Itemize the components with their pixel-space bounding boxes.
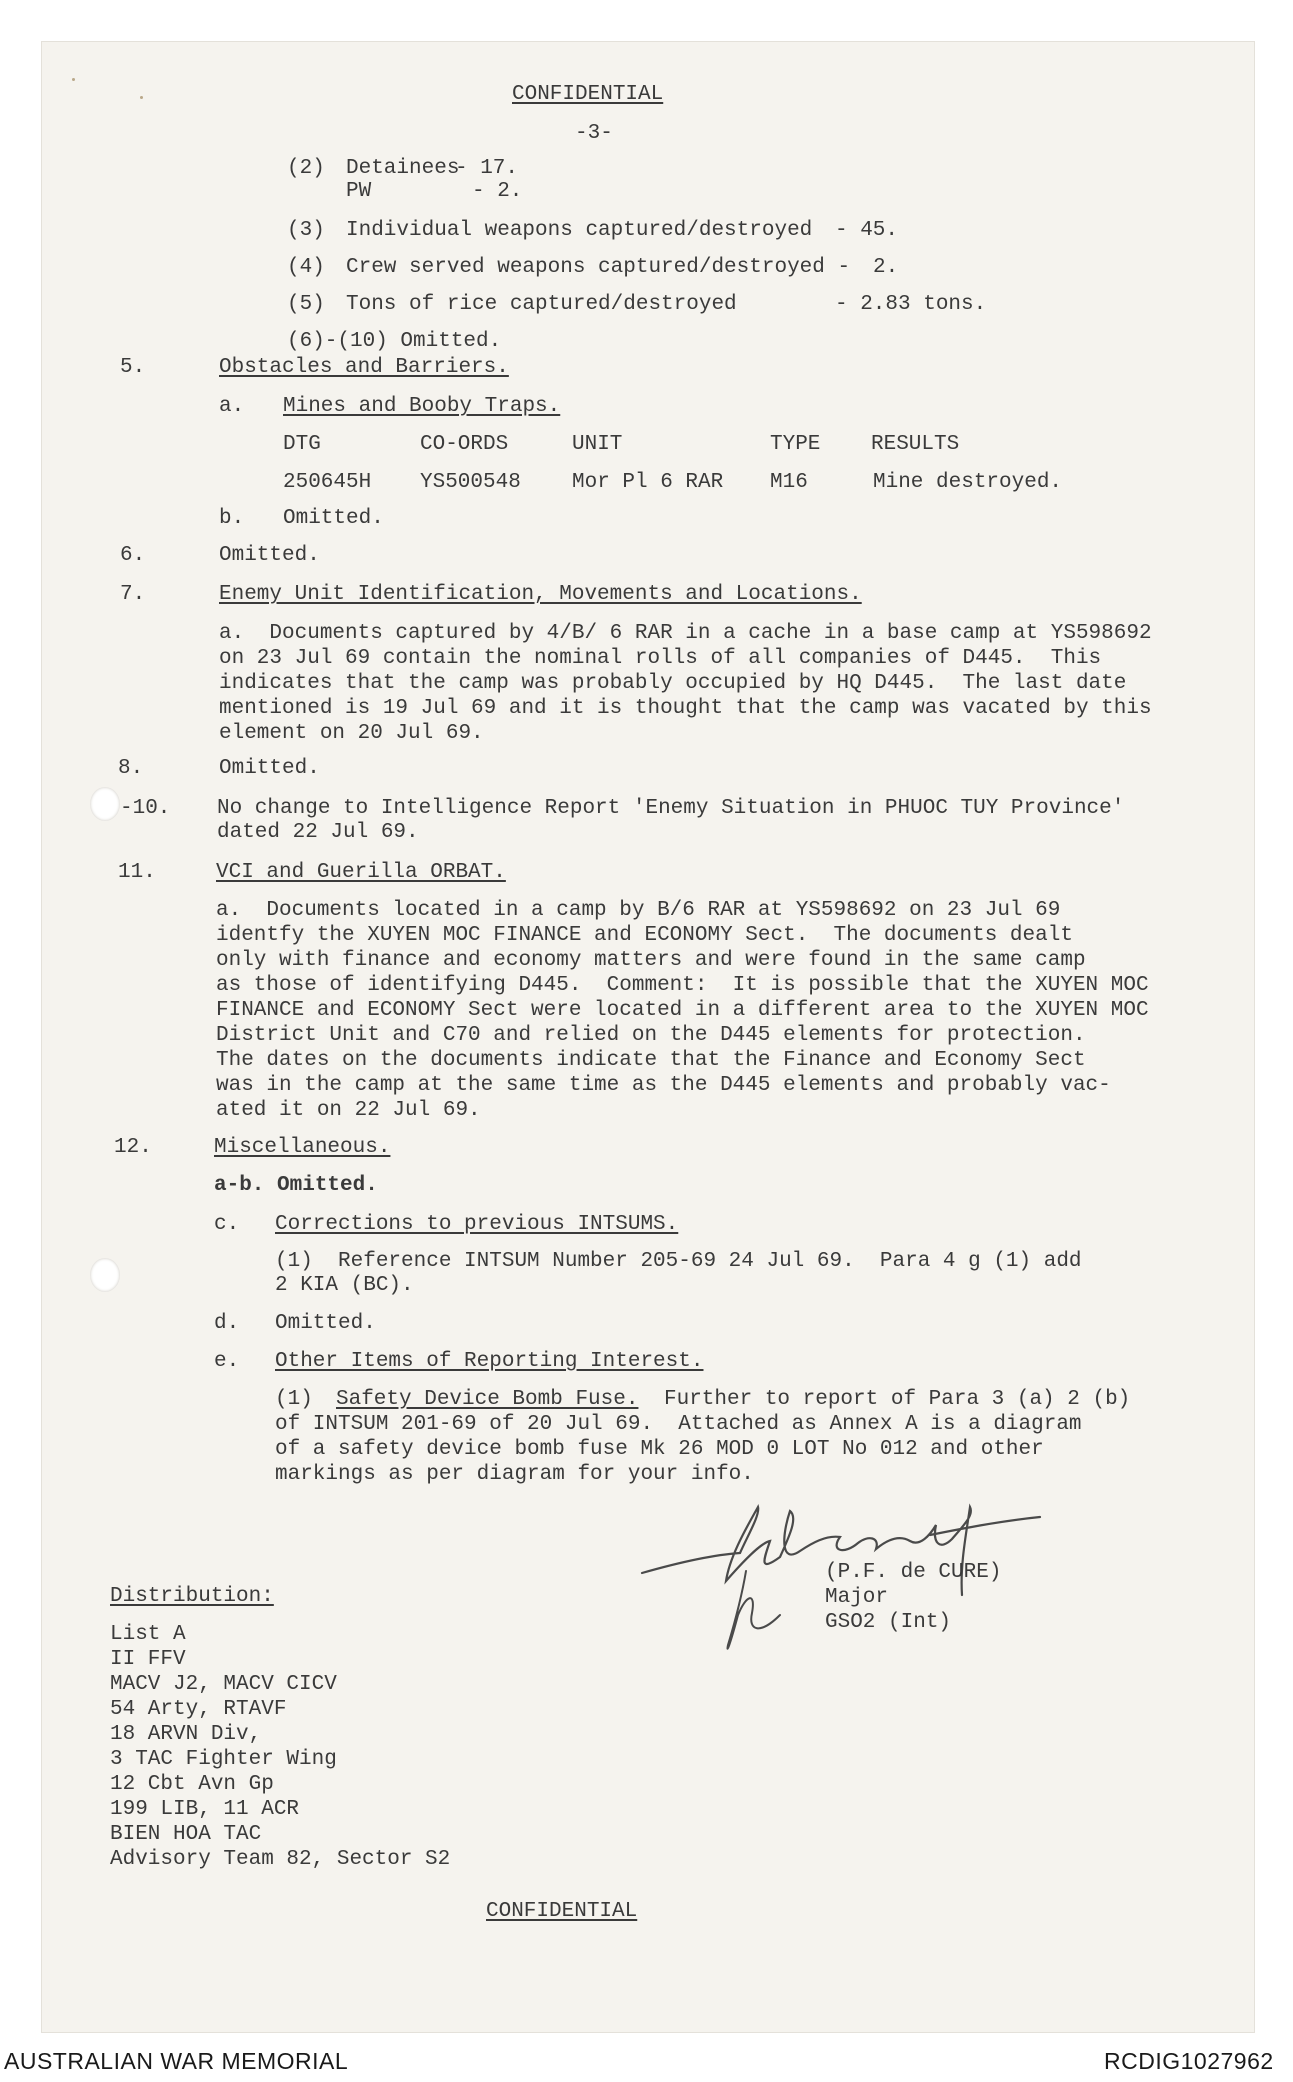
section-number: 11. [118, 861, 156, 884]
omitted-items: (6)-(10) Omitted. [287, 330, 502, 353]
item-number: (2) [287, 157, 325, 180]
section-number: -10. [120, 797, 171, 820]
table-header-unit: UNIT [572, 433, 623, 456]
item-title-safety-device: Safety Device Bomb Fuse. [336, 1388, 639, 1411]
distribution-item: 12 Cbt Avn Gp [110, 1773, 274, 1796]
paragraph-line: mentioned is 19 Jul 69 and it is thought that the camp was vacated by this [219, 697, 1152, 720]
item-number: (3) [287, 219, 325, 242]
paragraph-line: only with finance and economy matters and were found in the same camp [216, 949, 1086, 972]
paragraph-line: of INTSUM 201-69 of 20 Jul 69. Attached as Annex A is a diagram [275, 1413, 1082, 1436]
sub-letter: a. [219, 395, 245, 418]
paragraph-line: on 23 Jul 69 contain the nominal rolls of all companies of D445. This [219, 647, 1102, 670]
section-title-misc: Miscellaneous. [214, 1136, 391, 1159]
sub-letter: c. [214, 1213, 240, 1236]
distribution-item: 199 LIB, 11 ACR [110, 1798, 300, 1821]
sub-letter: e. [214, 1350, 240, 1373]
paper-speck [140, 96, 143, 99]
distribution-item: 54 Arty, RTAVF [110, 1698, 287, 1721]
paragraph-line: (1) Reference INTSUM Number 205-69 24 Jul 69. Para 4 g (1) add [275, 1250, 1082, 1273]
classification-header: CONFIDENTIAL [512, 83, 664, 106]
paragraph-line: markings as per diagram for your info. [275, 1463, 754, 1486]
paragraph-line: a. Documents captured by 4/B/ 6 RAR in a cache in a base camp at YS598692 [219, 622, 1152, 645]
paragraph-line: No change to Intelligence Report 'Enemy Situation in PHUOC TUY Province' [217, 797, 1125, 820]
paragraph-line: 2 KIA (BC). [275, 1274, 414, 1297]
crew-weapons-value: 2. [873, 256, 899, 279]
sub-letter: b. [219, 507, 245, 530]
distribution-item: List A [110, 1623, 186, 1646]
distribution-item: 3 TAC Fighter Wing [110, 1748, 337, 1771]
omitted-text: Omitted. [219, 544, 320, 567]
item-number: (5) [287, 293, 325, 316]
table-cell-unit: Mor Pl 6 RAR [572, 471, 724, 494]
subsection-title-other-items: Other Items of Reporting Interest. [275, 1350, 704, 1373]
weapons-captured-value: - 45. [835, 219, 899, 242]
distribution-item: MACV J2, MACV CICV [110, 1673, 337, 1696]
table-header-dtg: DTG [283, 433, 321, 456]
punch-hole-lower [90, 1258, 120, 1292]
table-cell-type: M16 [770, 471, 808, 494]
omitted-text: Omitted. [283, 507, 384, 530]
distribution-item: II FFV [110, 1648, 186, 1671]
paper-speck [72, 78, 75, 81]
rice-text: Tons of rice captured/destroyed [346, 293, 737, 316]
section-number: 8. [118, 757, 144, 780]
distribution-item: BIEN HOA TAC [110, 1823, 262, 1846]
rice-value: - 2.83 tons. [835, 293, 987, 316]
paragraph-line: indicates that the camp was probably occupied by HQ D445. The last date [219, 672, 1127, 695]
detainees-value: - 17. [455, 157, 519, 180]
omitted-text: Omitted. [275, 1312, 376, 1335]
paragraph-line: The dates on the documents indicate that the Finance and Economy Sect [216, 1049, 1086, 1072]
item-number: (4) [287, 256, 325, 279]
table-cell-dtg: 250645H [283, 471, 372, 494]
section-number: 5. [120, 356, 146, 379]
paragraph-line: as those of identifying D445. Comment: It is possible that the XUYEN MOC [216, 974, 1149, 997]
section-number: 7. [120, 583, 146, 606]
crew-weapons-text: Crew served weapons captured/destroyed - [346, 256, 851, 279]
distribution-item: 18 ARVN Div, [110, 1723, 262, 1746]
subsection-title-corrections: Corrections to previous INTSUMS. [275, 1213, 679, 1236]
signatory-rank: Major [825, 1586, 889, 1609]
pw-label: PW [346, 180, 372, 203]
section-title-vci: VCI and Guerilla ORBAT. [216, 861, 506, 884]
subsection-title-mines: Mines and Booby Traps. [283, 395, 561, 418]
table-header-results: RESULTS [871, 433, 960, 456]
handwritten-signature [630, 1495, 1090, 1675]
distribution-item: Advisory Team 82, Sector S2 [110, 1848, 451, 1871]
item-number: (1) [275, 1388, 313, 1411]
detainees-label: Detainees [346, 157, 460, 180]
distribution-title: Distribution: [110, 1585, 274, 1608]
paragraph-line: District Unit and C70 and relied on the D445 elements for protection. [216, 1024, 1086, 1047]
signatory-name: (P.F. de CURE) [825, 1561, 1002, 1584]
weapons-captured-text: Individual weapons captured/destroyed [346, 219, 813, 242]
sub-letter: d. [214, 1312, 240, 1335]
signatory-role: GSO2 (Int) [825, 1611, 952, 1634]
punch-hole-upper [90, 787, 120, 821]
pw-value: - 2. [472, 180, 523, 203]
table-cell-results: Mine destroyed. [873, 471, 1063, 494]
paragraph-line: Further to report of Para 3 (a) 2 (b) [664, 1388, 1131, 1411]
paragraph-line: of a safety device bomb fuse Mk 26 MOD 0 LOT No 012 and other [275, 1438, 1044, 1461]
section-number: 12. [114, 1136, 152, 1159]
section-title-obstacles: Obstacles and Barriers. [219, 356, 509, 379]
table-cell-coords: YS500548 [420, 471, 521, 494]
paragraph-line: identfy the XUYEN MOC FINANCE and ECONOMY Sect. The documents dealt [216, 924, 1073, 947]
omitted-text: Omitted. [219, 757, 320, 780]
page-number: -3- [575, 122, 613, 145]
classification-footer: CONFIDENTIAL [486, 1900, 638, 1923]
paragraph-line: was in the camp at the same time as the D445 elements and probably vac- [216, 1074, 1111, 1097]
paragraph-line: FINANCE and ECONOMY Sect were located in a different area to the XUYEN MOC [216, 999, 1149, 1022]
paragraph-line: element on 20 Jul 69. [219, 722, 484, 745]
paragraph-line: ated it on 22 Jul 69. [216, 1099, 481, 1122]
archive-source: AUSTRALIAN WAR MEMORIAL [4, 2048, 349, 2074]
archive-id: RCDIG1027962 [1104, 2048, 1274, 2074]
paragraph-line: a. Documents located in a camp by B/6 RAR at YS598692 on 23 Jul 69 [216, 899, 1061, 922]
table-header-type: TYPE [770, 433, 821, 456]
table-header-coords: CO-ORDS [420, 433, 509, 456]
paragraph-line: dated 22 Jul 69. [217, 821, 419, 844]
section-number: 6. [120, 544, 146, 567]
section-title-enemy-unit: Enemy Unit Identification, Movements and Locations. [219, 583, 862, 606]
omitted-ab: a-b. Omitted. [214, 1174, 378, 1197]
